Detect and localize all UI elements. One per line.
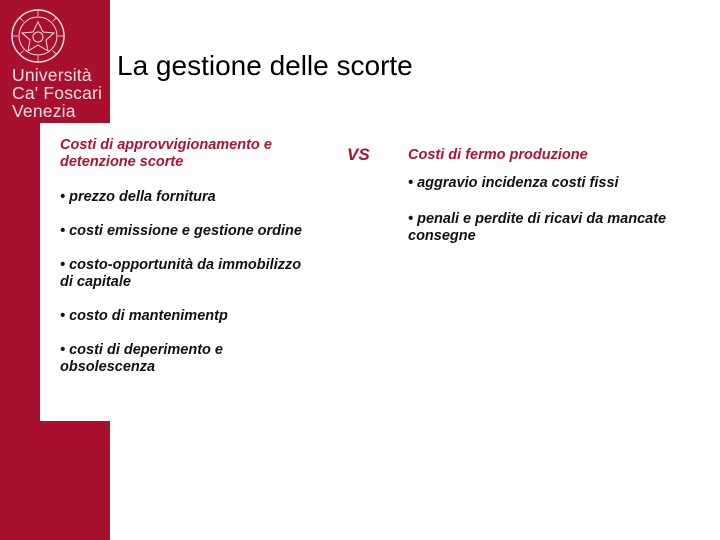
left-bullet-item: • costo di mantenimentp (60, 308, 228, 324)
university-name (12, 66, 102, 120)
comparison-panel (40, 123, 680, 421)
right-heading: Costi di fermo produzione (408, 147, 588, 163)
left-bullet-item: • costi di deperimento e obsolescenza (60, 342, 223, 375)
university-name-line-3: Venezia (12, 101, 76, 121)
right-bullet-item: • aggravio incidenza costi fissi (408, 175, 619, 191)
slide-title: La gestione delle scorte (117, 50, 413, 81)
left-bullet-item: • costi emissione e gestione ordine (60, 223, 302, 239)
left-heading: Costi di approvvigionamento e detenzione scorte (60, 137, 272, 170)
university-seal-icon (10, 8, 66, 64)
vs-label: VS (347, 145, 370, 164)
right-column (408, 147, 668, 264)
left-bullet-item: • prezzo della fornitura (60, 189, 216, 205)
university-name-line-2: Ca' Foscari (12, 83, 103, 103)
left-bullet-item: • costo-opportunità da immobilizzo di capitale (60, 257, 302, 290)
university-name-line-1: Università (12, 65, 92, 85)
right-bullet-item: • penali e perdite di ricavi da mancate consegne (408, 211, 667, 244)
left-column (60, 137, 315, 393)
